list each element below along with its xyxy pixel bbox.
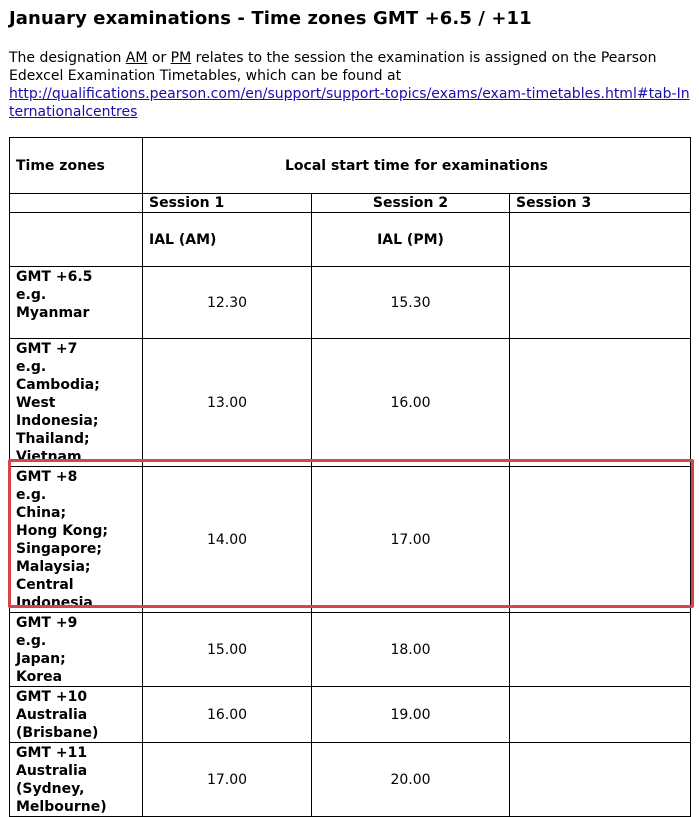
- page-title: January examinations - Time zones GMT +6.5 / +11: [9, 8, 532, 29]
- empty-cell: [10, 194, 143, 213]
- header-local-start-time: Local start time for examinations: [143, 138, 691, 194]
- am-designation: AM: [125, 50, 148, 66]
- session-2-time: 17.00: [312, 467, 510, 613]
- header-time-zones: Time zones: [10, 138, 143, 194]
- session-1-time: 17.00: [143, 743, 312, 817]
- time-zone-cell: GMT +8 e.g. China; Hong Kong; Singapore; Malaysia; Central Indonesia: [10, 467, 143, 613]
- empty-cell: [10, 213, 143, 267]
- qualification-session-3: [510, 213, 691, 267]
- table-row: [10, 613, 691, 687]
- time-zone-cell: GMT +9 e.g. Japan; Korea: [10, 613, 143, 687]
- session-3-time: [510, 467, 691, 613]
- table-row: [10, 687, 691, 743]
- intro-text-rest: relates to the session the examination is assigned on the Pearson Edexcel Examination Timetables, which can be found at: [9, 50, 657, 84]
- pm-designation: PM: [170, 50, 192, 66]
- session-1-time: 13.00: [143, 339, 312, 467]
- timezone-table: [9, 137, 691, 817]
- session-1-time: 14.00: [143, 467, 312, 613]
- intro-paragraph: [9, 49, 693, 121]
- session-3-time: [510, 339, 691, 467]
- session-1-time: 12.30: [143, 267, 312, 339]
- qualification-session-1: IAL (AM): [143, 213, 312, 267]
- session-3-time: [510, 743, 691, 817]
- session-2-time: 19.00: [312, 687, 510, 743]
- session-3-time: [510, 613, 691, 687]
- table-row: [10, 339, 691, 467]
- session-3-header: Session 3: [510, 194, 691, 213]
- session-2-header: Session 2: [312, 194, 510, 213]
- table-row: [10, 743, 691, 817]
- time-zone-cell: GMT +7 e.g. Cambodia; West Indonesia; Thailand; Vietnam: [10, 339, 143, 467]
- session-3-time: [510, 687, 691, 743]
- timetable-link[interactable]: http://qualifications.pearson.com/en/support/support-topics/exams/exam-timetables.html#tab-Internationalcentres: [9, 86, 690, 120]
- session-2-time: 18.00: [312, 613, 510, 687]
- time-zone-cell: GMT +10 Australia (Brisbane): [10, 687, 143, 743]
- qualification-session-2: IAL (PM): [312, 213, 510, 267]
- session-2-time: 15.30: [312, 267, 510, 339]
- session-1-header: Session 1: [143, 194, 312, 213]
- session-1-time: 15.00: [143, 613, 312, 687]
- session-3-time: [510, 267, 691, 339]
- intro-text: The designation: [9, 50, 126, 66]
- table-row-highlighted: [10, 467, 691, 613]
- time-zone-cell: GMT +6.5 e.g. Myanmar: [10, 267, 143, 339]
- time-zone-cell: GMT +11 Australia (Sydney, Melbourne): [10, 743, 143, 817]
- session-2-time: 20.00: [312, 743, 510, 817]
- intro-or: or: [147, 50, 171, 66]
- session-2-time: 16.00: [312, 339, 510, 467]
- table-row: [10, 267, 691, 339]
- session-1-time: 16.00: [143, 687, 312, 743]
